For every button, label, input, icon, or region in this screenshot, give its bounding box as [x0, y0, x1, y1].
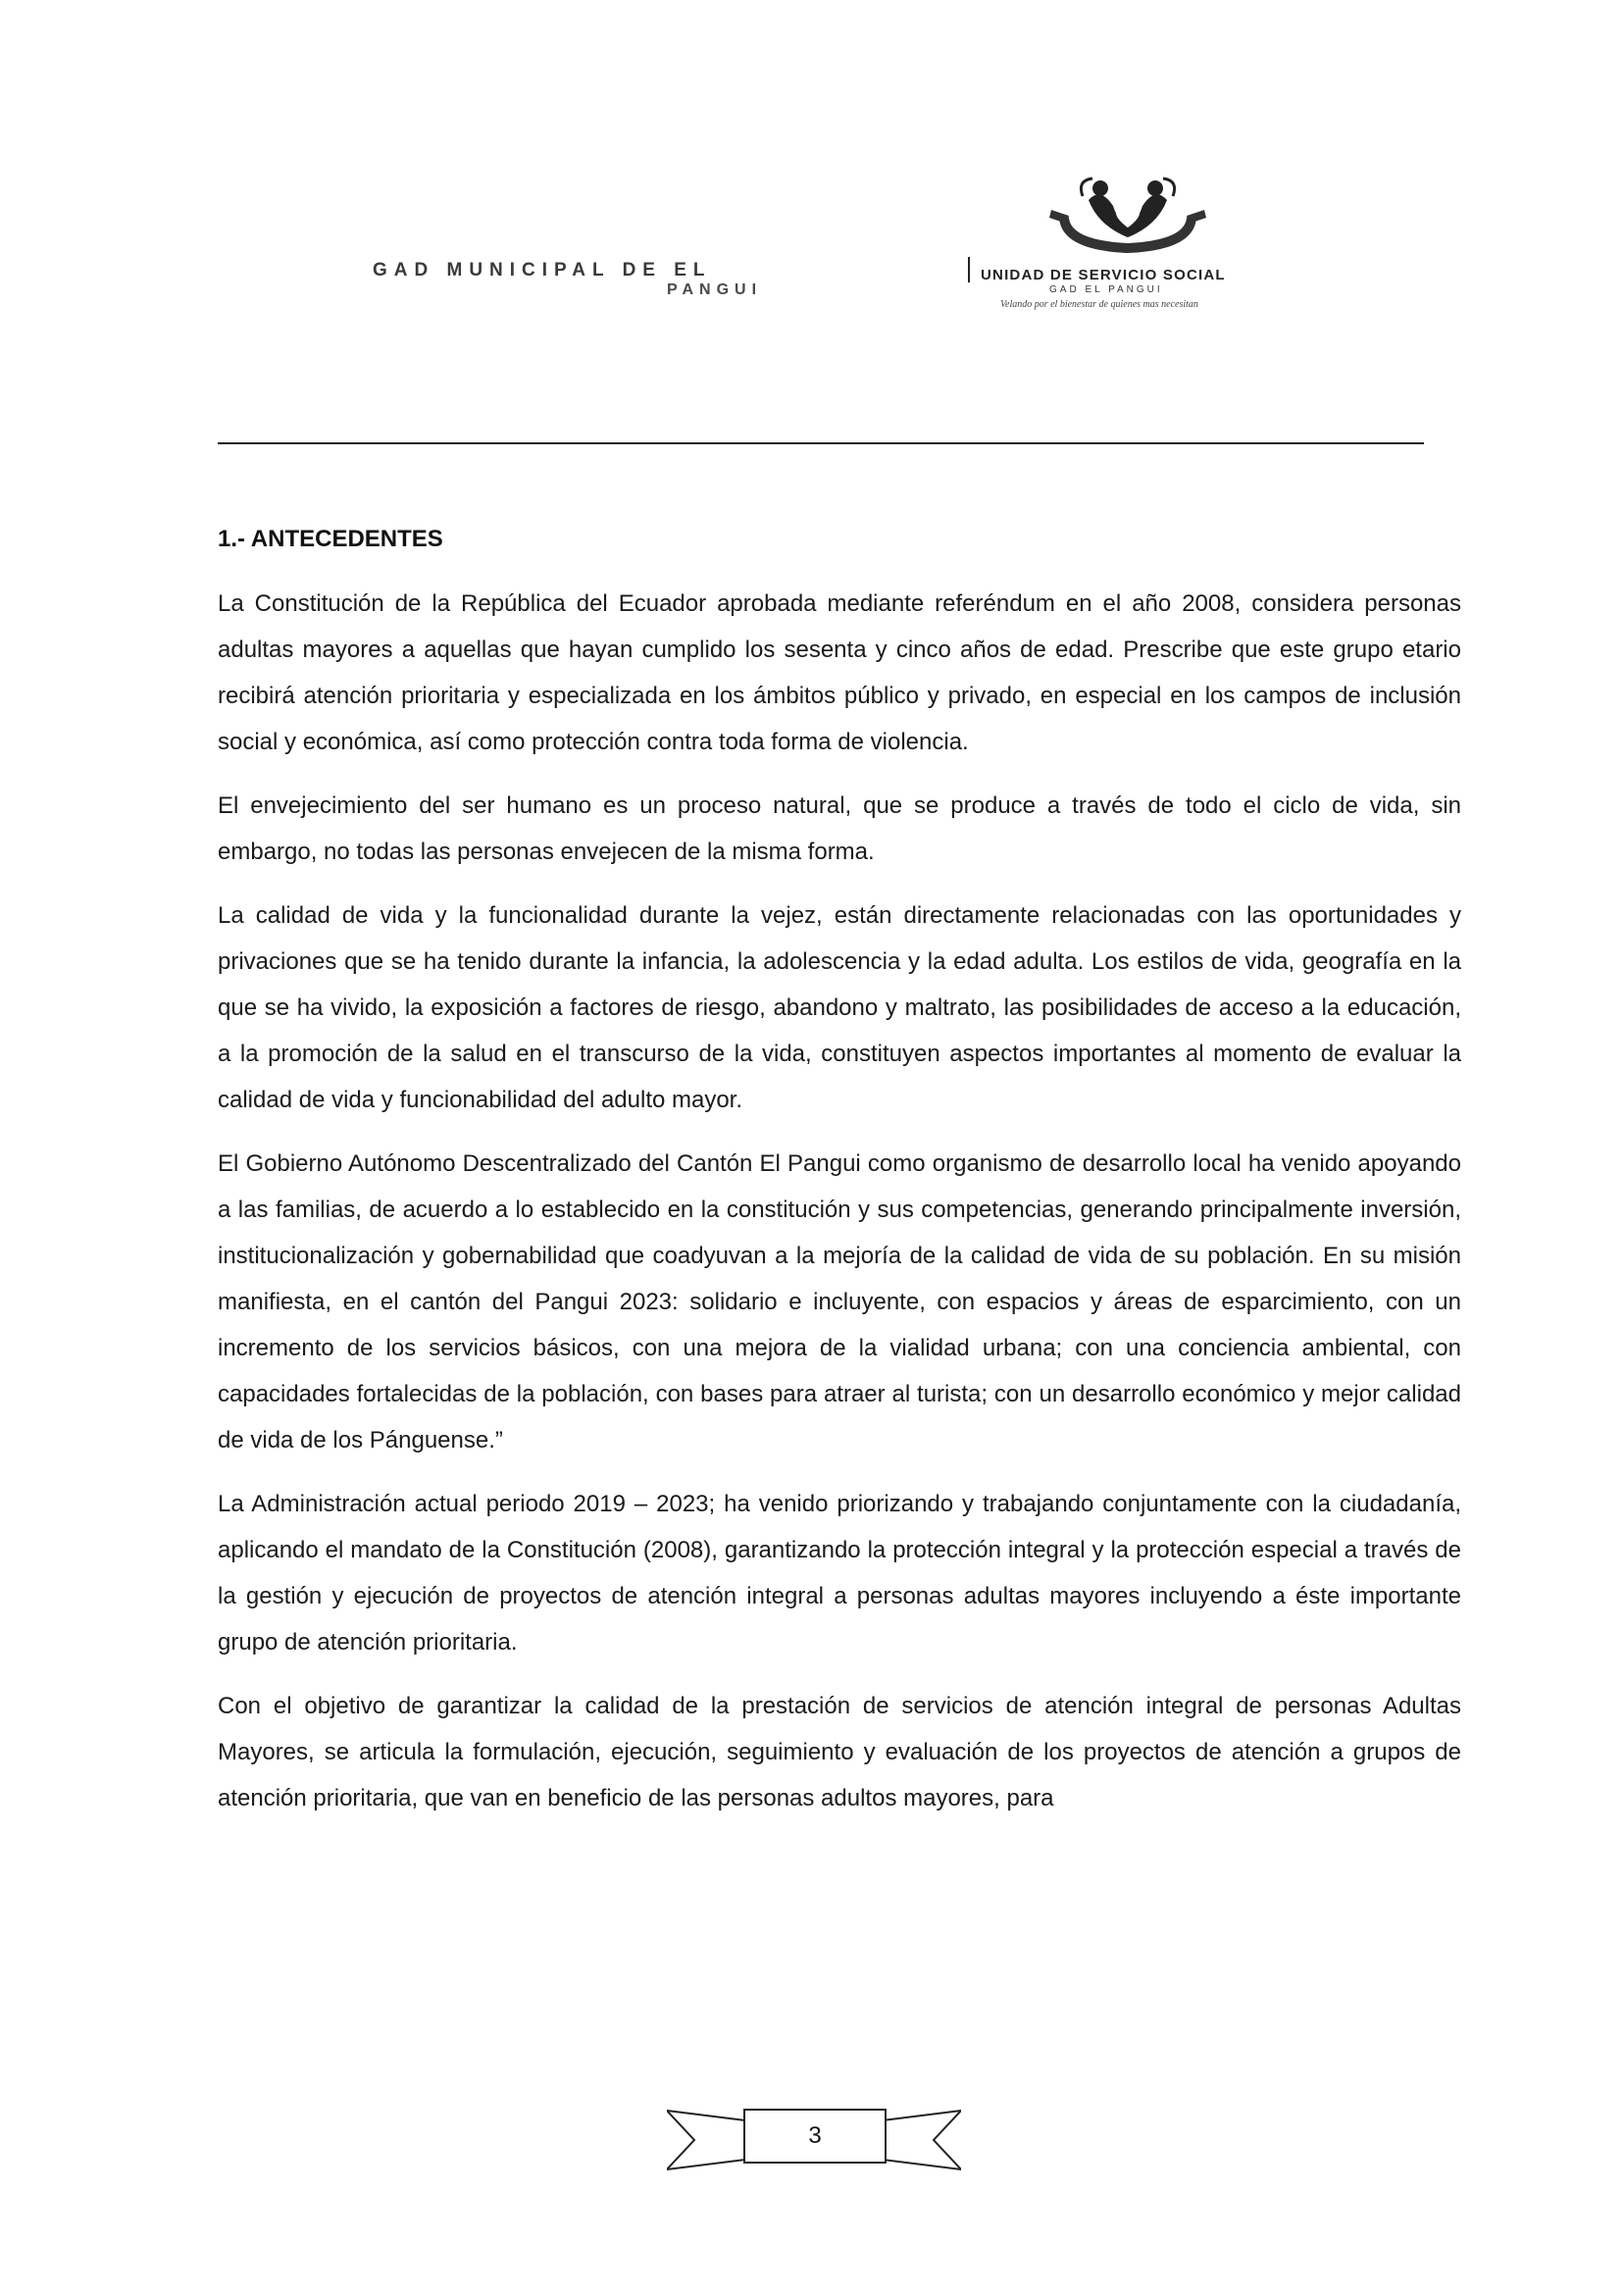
header-separator — [968, 257, 970, 282]
unit-name: UNIDAD DE SERVICIO SOCIAL — [981, 267, 1226, 283]
organization-name: GAD MUNICIPAL DE EL — [373, 260, 712, 280]
paragraph: La Administración actual periodo 2019 – 2023; ha venido priorizando y trabajando conjuntamente con la ciudadanía, aplicando el mandato de la Constitución (2008), garantizando la protección integral y la protección especial a través de la gestión y ejecución de proyectos de atención integral a personas adultas mayores incluyendo a éste importante grupo de atención prioritaria. — [218, 1491, 1461, 1656]
document-body — [218, 520, 1461, 1839]
page-footer — [667, 2099, 961, 2177]
letterhead — [373, 167, 1294, 314]
section-title: 1.- ANTECEDENTES — [218, 526, 443, 552]
paragraph: Con el objetivo de garantizar la calidad de la prestación de servicios de atención integral de personas Adultas Mayores, se articula la formulación, ejecución, seguimiento y evaluación de los proyectos de atención a grupos de atención prioritaria, que van en beneficio de las personas adultos mayores, para — [218, 1693, 1461, 1811]
header-rule — [218, 442, 1424, 444]
paragraph: El envejecimiento del ser humano es un proceso natural, que se produce a través de todo el ciclo de vida, sin embargo, no todas las personas envejecen de la misma forma. — [218, 792, 1461, 865]
unit-slogan: Velando por el bienestar de quienes mas necesitan — [1000, 299, 1198, 310]
organization-name-line2: PANGUI — [667, 281, 763, 298]
page-number: 3 — [743, 2109, 887, 2164]
social-service-logo — [1040, 167, 1216, 255]
paragraph: La calidad de vida y la funcionalidad durante la vejez, están directamente relacionadas con las oportunidades y privaciones que se ha tenido durante la infancia, la adolescencia y la edad adulta. Los estilos de vida, geografía en la que se ha vivido, la exposición a factores de riesgo, abandono y maltrato, las posibilidades de acceso a la educación, a la promoción de la salud en el transcurso de la vida, constituyen aspectos importantes al momento de evaluar la calidad de vida y funcionabilidad del adulto mayor. — [218, 902, 1461, 1113]
unit-subtitle: GAD EL PANGUI — [1049, 284, 1163, 295]
paragraph: La Constitución de la República del Ecuador aprobada mediante referéndum en el año 2008, considera personas adultas mayores a aquellas que hayan cumplido los sesenta y cinco años de edad. Prescribe que este grupo etario recibirá atención prioritaria y especializada en los ámbitos público y privado, en especial en los campos de inclusión social y económica, así como protección contra toda forma de violencia. — [218, 590, 1461, 755]
paragraph: El Gobierno Autónomo Descentralizado del Cantón El Pangui como organismo de desarrollo local ha venido apoyando a las familias, de acuerdo a lo establecido en la constitución y sus competencias, generando principalmente inversión, institucionalización y gobernabilidad que coadyuvan a la mejoría de la calidad de vida de su población. En su misión manifiesta, en el cantón del Pangui 2023: solidario e incluyente, con espacios y áreas de esparcimiento, con un incremento de los servicios básicos, con una mejora de la vialidad urbana; con una conciencia ambiental, con capacidades fortalecidas de la población, con bases para atraer al turista; con un desarrollo económico y mejor calidad de vida de los Pánguense.” — [218, 1150, 1461, 1453]
